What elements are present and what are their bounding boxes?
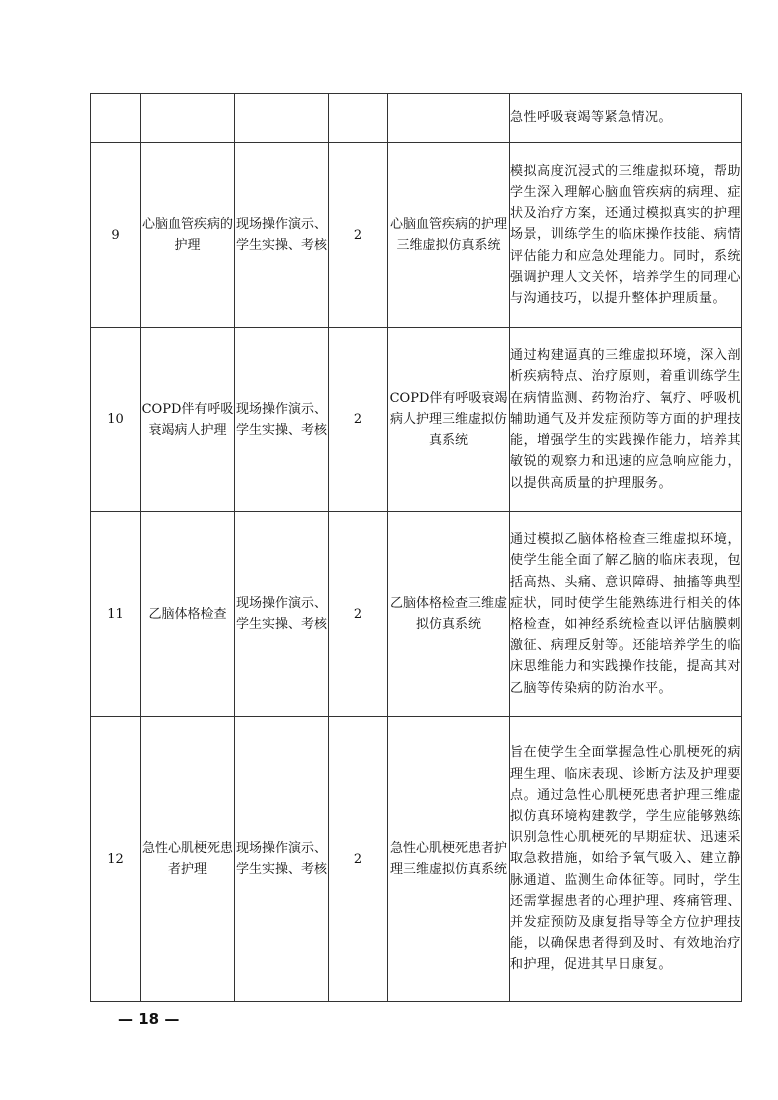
table-row	[91, 94, 742, 143]
system-cell: 急性心肌梗死患者护理三维虚拟仿真系统	[388, 717, 510, 1002]
name-cell: 急性心肌梗死患者护理	[141, 717, 235, 1002]
name-cell	[141, 94, 235, 143]
method-cell	[235, 94, 329, 143]
table-row	[91, 512, 742, 717]
name-cell: 心脑血管疾病的护理	[141, 143, 235, 328]
description-cell: 旨在使学生全面掌握急性心肌梗死的病理生理、临床表现、诊断方法及护理要点。通过急性心肌梗死患者护理三维虚拟仿真环境构建教学，学生应能够熟练识别急性心肌梗死的早期症状、迅速采取急救措施，如给予氧气吸入、建立静脉通道、监测生命体征等。同时，学生还需掌握患者的心理护理、疼痛管理、并发症预防及康复指导等全方位护理技能，以确保患者得到及时、有效地治疗和护理，促进其早日康复。	[510, 717, 742, 1002]
index-cell: 9	[91, 143, 141, 328]
method-cell: 现场操作演示、学生实操、考核	[235, 717, 329, 1002]
hours-cell: 2	[329, 328, 388, 512]
description-cell: 模拟高度沉浸式的三维虚拟环境，帮助学生深入理解心脑血管疾病的病理、症状及治疗方案，还通过模拟真实的护理场景，训练学生的临床操作技能、病情评估能力和应急处理能力。同时，系统强调护理人文关怀，培养学生的同理心与沟通技巧，以提升整体护理质量。	[510, 143, 742, 328]
system-cell	[388, 94, 510, 143]
hours-cell: 2	[329, 143, 388, 328]
system-cell: 心脑血管疾病的护理三维虚拟仿真系统	[388, 143, 510, 328]
method-cell: 现场操作演示、学生实操、考核	[235, 512, 329, 717]
table-row	[91, 143, 742, 328]
method-cell: 现场操作演示、学生实操、考核	[235, 143, 329, 328]
page-number: — 18 —	[118, 1010, 180, 1028]
description-cell: 通过模拟乙脑体格检查三维虚拟环境，使学生能全面了解乙脑的临床表现，包括高热、头痛、意识障碍、抽搐等典型症状，同时使学生能熟练进行相关的体格检查，如神经系统检查以评估脑膜刺激征、病理反射等。还能培养学生的临床思维能力和实践操作技能，提高其对乙脑等传染病的防治水平。	[510, 512, 742, 717]
table-row	[91, 717, 742, 1002]
name-cell: 乙脑体格检查	[141, 512, 235, 717]
index-cell: 10	[91, 328, 141, 512]
index-cell: 11	[91, 512, 141, 717]
description-cell: 急性呼吸衰竭等紧急情况。	[510, 94, 742, 143]
course-table	[90, 93, 742, 1002]
system-cell: COPD伴有呼吸衰竭病人护理三维虚拟仿真系统	[388, 328, 510, 512]
description-cell: 通过构建逼真的三维虚拟环境，深入剖析疾病特点、治疗原则，着重训练学生在病情监测、药物治疗、氧疗、呼吸机辅助通气及并发症预防等方面的护理技能，增强学生的实践操作能力，培养其敏锐的观察力和迅速的应急响应能力，以提供高质量的护理服务。	[510, 328, 742, 512]
hours-cell	[329, 94, 388, 143]
hours-cell: 2	[329, 512, 388, 717]
index-cell	[91, 94, 141, 143]
index-cell: 12	[91, 717, 141, 1002]
hours-cell: 2	[329, 717, 388, 1002]
system-cell: 乙脑体格检查三维虚拟仿真系统	[388, 512, 510, 717]
method-cell: 现场操作演示、学生实操、考核	[235, 328, 329, 512]
table-row	[91, 328, 742, 512]
name-cell: COPD伴有呼吸衰竭病人护理	[141, 328, 235, 512]
